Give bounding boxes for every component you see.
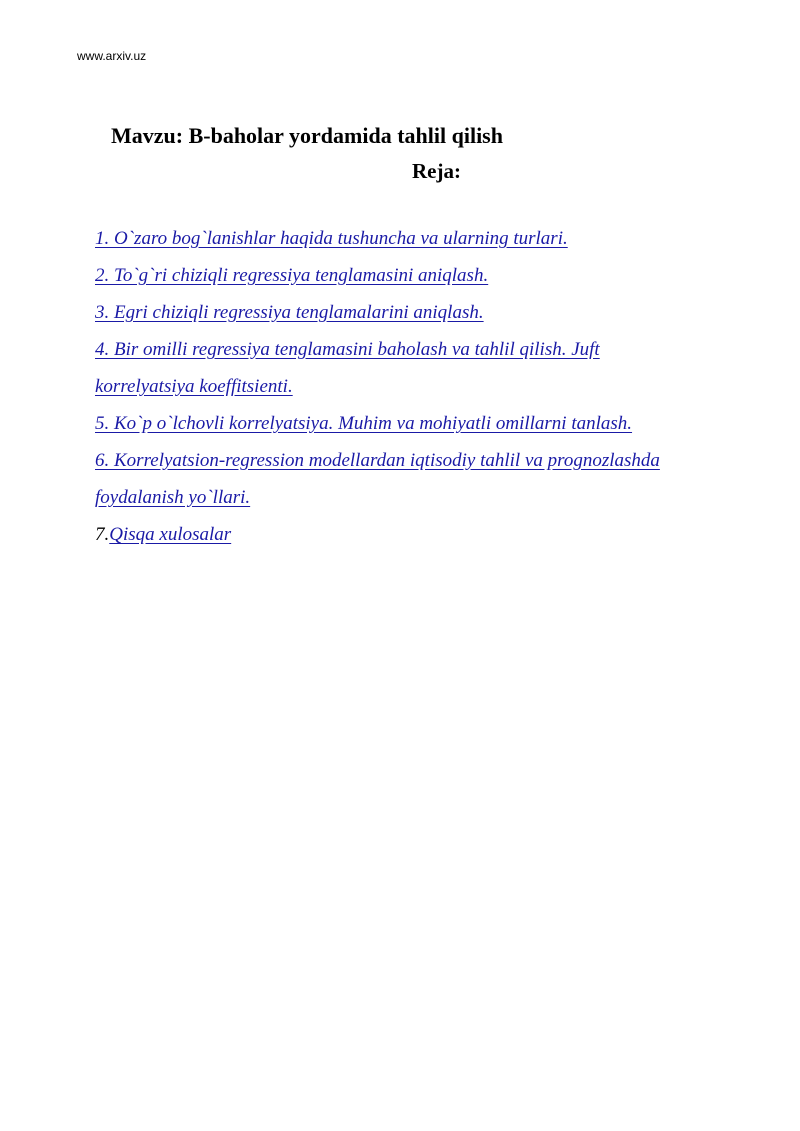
toc-item-7 [95, 516, 765, 553]
toc-link-4-continued[interactable]: korrelyatsiya koeffitsienti. [95, 376, 293, 397]
toc-item-6 [95, 442, 765, 479]
toc-link-2[interactable]: 2. To`g`ri chiziqli regressiya tenglamasini aniqlash. [95, 265, 489, 286]
toc-link-1[interactable]: 1. O`zaro bog`lanishlar haqida tushuncha va ularning turlari. [95, 228, 568, 249]
document-title: Mavzu: B-baholar yordamida tahlil qilish [111, 123, 503, 148]
toc-link-6[interactable]: 6. Korrelyatsion-regression modellardan iqtisodiy tahlil va prognozlashda [95, 450, 660, 471]
toc-item-4 [95, 331, 765, 368]
toc-item-7-number: 7. [95, 524, 110, 545]
toc-item-2 [95, 257, 765, 294]
toc-item-1 [95, 220, 765, 257]
table-of-contents [95, 220, 765, 553]
toc-item-6-continued [95, 479, 765, 516]
header-url: www.arxiv.uz [77, 49, 147, 63]
document-subtitle: Reja: [412, 159, 461, 183]
toc-link-5[interactable]: 5. Ko`p o`lchovli korrelyatsiya. Muhim va mohiyatli omillarni tanlash. [95, 413, 633, 434]
toc-item-4-continued [95, 368, 765, 405]
toc-item-5 [95, 405, 765, 442]
toc-link-6-continued[interactable]: foydalanish yo`llari. [95, 487, 251, 508]
toc-link-7[interactable]: Qisqa xulosalar [109, 524, 232, 545]
toc-link-3[interactable]: 3. Egri chiziqli regressiya tenglamalarini aniqlash. [95, 302, 484, 323]
toc-item-3 [95, 294, 765, 331]
toc-link-4[interactable]: 4. Bir omilli regressiya tenglamasini baholash va tahlil qilish. Juft [95, 339, 600, 360]
